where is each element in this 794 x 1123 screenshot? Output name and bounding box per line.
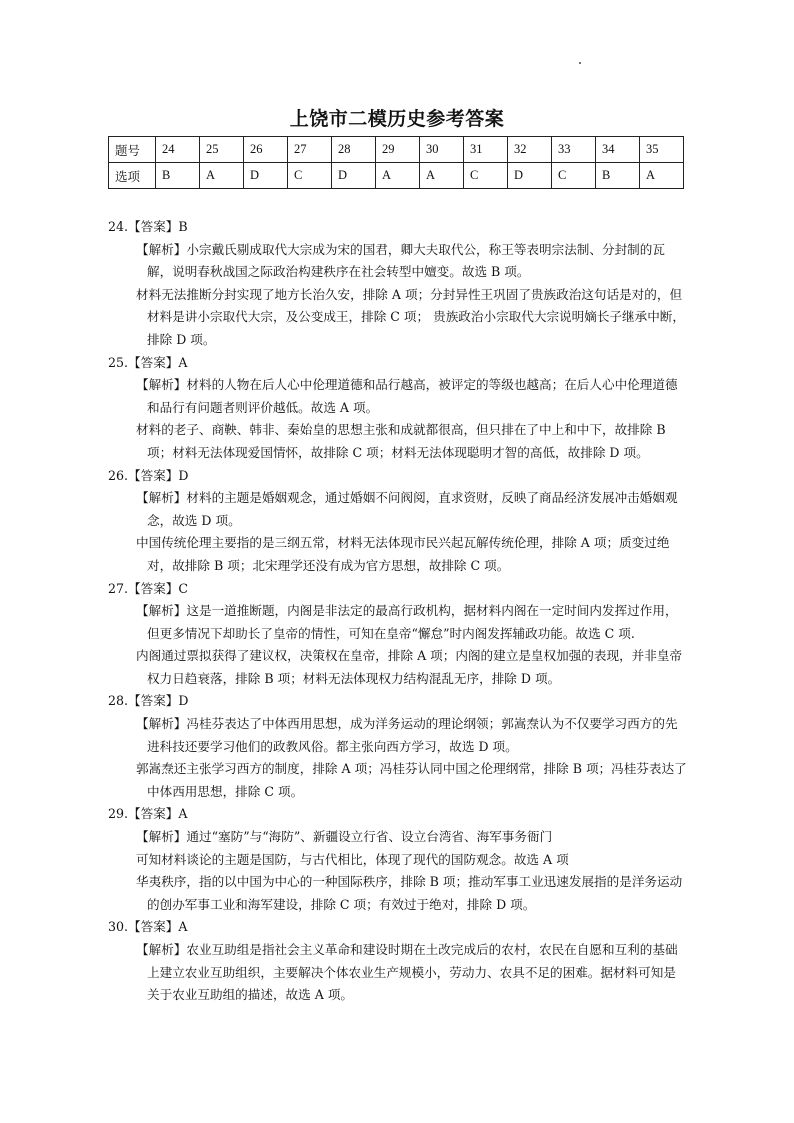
answer-option: C [464, 163, 508, 189]
analysis-paragraph: 【解析】材料的主题是婚姻观念，通过婚姻不问阀阅，直求资财，反映了商品经济发展冲击婚姻观念，故选 D 项。 [136, 490, 678, 528]
answer-option: A [200, 163, 244, 189]
question-number: 34 [596, 137, 640, 163]
question-number: 24 [156, 137, 200, 163]
question-number: 31 [464, 137, 508, 163]
answer-option: A [640, 163, 684, 189]
item-24 [108, 216, 688, 352]
item-heading: 28.【答案】D [108, 693, 189, 709]
page-title: 上饶市二模历史参考答案 [289, 108, 505, 130]
analysis-paragraph: 【解析】材料的人物在后人心中伦理道德和品行越高，被评定的等级也越高；在后人心中伦理道德和品行有问题者则评价越低。故选 A 项。 [136, 377, 678, 415]
item-heading: 25.【答案】A [108, 354, 188, 370]
answer-option: D [508, 163, 552, 189]
answer-option: C [288, 163, 332, 189]
analysis-paragraph: 【解析】这是一道推断题，内阁是非法定的最高行政机构，据材料内阁在一定时间内发挥过作用，但更多情况下却助长了皇帝的情性，可知在皇帝“懈怠”时内阁发挥辅政功能。故选 C 项. [136, 603, 678, 641]
item-25 [108, 352, 688, 465]
question-number: 33 [552, 137, 596, 163]
item-27 [108, 578, 688, 691]
item-30 [108, 916, 688, 1006]
exclusion-paragraph: 材料无法推断分封实现了地方长治久安，排除 A 项；分封异性王巩固了贵族政治这句话是对的，但材料是讲小宗取代大宗，及公变成王，排除 C 项； 贵族政治小宗取代大宗说明嫡长子继承中断，排除 D 项。 [136, 286, 685, 347]
question-number: 29 [376, 137, 420, 163]
exclusion-paragraph: 华夷秩序，指的以中国为中心的一种国际秩序，排除 B 项；推动军事工业迅速发展指的是洋务运动的创办军事工业和海军建设，排除 C 项；有效过于绝对，排除 D 项。 [136, 874, 683, 912]
question-number: 27 [288, 137, 332, 163]
answer-option: B [156, 163, 200, 189]
question-number: 26 [244, 137, 288, 163]
answer-option: D [244, 163, 288, 189]
question-number: 35 [640, 137, 684, 163]
scan-dot [579, 62, 581, 64]
item-heading: 24.【答案】B [108, 219, 188, 234]
item-28 [108, 690, 688, 803]
answer-option: A [376, 163, 420, 189]
answer-table-option-row [109, 163, 684, 189]
item-heading: 26.【答案】D [108, 467, 189, 483]
exclusion-paragraph: 中国传统伦理主要指的是三纲五常，材料无法体现市民兴起瓦解传统伦理，排除 A 项；质变过绝对，故排除 B 项；北宋理学还没有成为官方思想，故排除 C 项。 [136, 535, 670, 573]
answer-table [108, 136, 684, 189]
item-heading: 29.【答案】A [108, 806, 188, 822]
answer-option: A [420, 163, 464, 189]
exclusion-paragraph: 郭嵩焘还主张学习西方的制度，排除 A 项；冯桂芬认同中国之伦理纲常，排除 B 项；冯桂芬表达了中体西用思想，排除 C 项。 [136, 761, 687, 799]
row-label-number: 题号 [109, 137, 156, 163]
question-number: 28 [332, 137, 376, 163]
question-number: 30 [420, 137, 464, 163]
analysis-paragraph: 【解析】通过“塞防”与“海防”、新疆设立行省、设立台湾省、海军事务衙门 [136, 829, 553, 845]
item-heading: 30.【答案】A [108, 919, 188, 935]
exclusion-paragraph: 材料的老子、商鞅、韩非、秦始皇的思想主张和成就都很高，但只排在了中上和中下，故排除 B 项；材料无法体现爱国情怀，故排除 C 项；材料无法体现聪明才智的高低，故排除 D 项。 [136, 422, 666, 460]
row-label-option: 选项 [109, 163, 156, 189]
answer-table-number-row [109, 137, 684, 163]
item-26 [108, 465, 688, 578]
item-heading: 27.【答案】C [108, 580, 189, 596]
analysis-paragraph: 【解析】农业互助组是指社会主义革命和建设时期在土改完成后的农村，农民在自愿和互利的基础上建立农业互助组织，主要解决个体农业生产规模小，劳动力、农具不足的困难。据材料可知是关于农业互助组的描述，故选 A 项。 [136, 942, 678, 1003]
exclusion-paragraph: 内阁通过票拟获得了建议权，决策权在皇帝，排除 A 项；内阁的建立是皇权加强的表现，并非皇帝权力日趋衰落，排除 B 项；材料无法体现权力结构混乱无序，排除 D 项。 [136, 648, 683, 686]
answer-option: D [332, 163, 376, 189]
question-number: 25 [200, 137, 244, 163]
analysis-paragraph: 【解析】冯桂芬表达了中体西用思想，成为洋务运动的理论纲领；郭嵩焘认为不仅要学习西方的先进科技还要学习他们的政教风俗。都主张向西方学习，故选 D 项。 [136, 716, 678, 754]
answer-option: C [552, 163, 596, 189]
analysis-paragraph: 【解析】小宗戴氏剔成取代大宗成为宋的国君，卿大夫取代公，称王等表明宗法制、分封制的瓦解，说明春秋战国之际政治构建秩序在社会转型中嬗变。故选 B 项。 [136, 241, 665, 280]
explanations [108, 216, 688, 1007]
answer-option: B [596, 163, 640, 189]
conclusion-paragraph: 可知材料谈论的主题是国防，与古代相比，体现了现代的国防观念。故选 A 项 [136, 851, 569, 867]
question-number: 32 [508, 137, 552, 163]
item-29 [108, 803, 688, 916]
